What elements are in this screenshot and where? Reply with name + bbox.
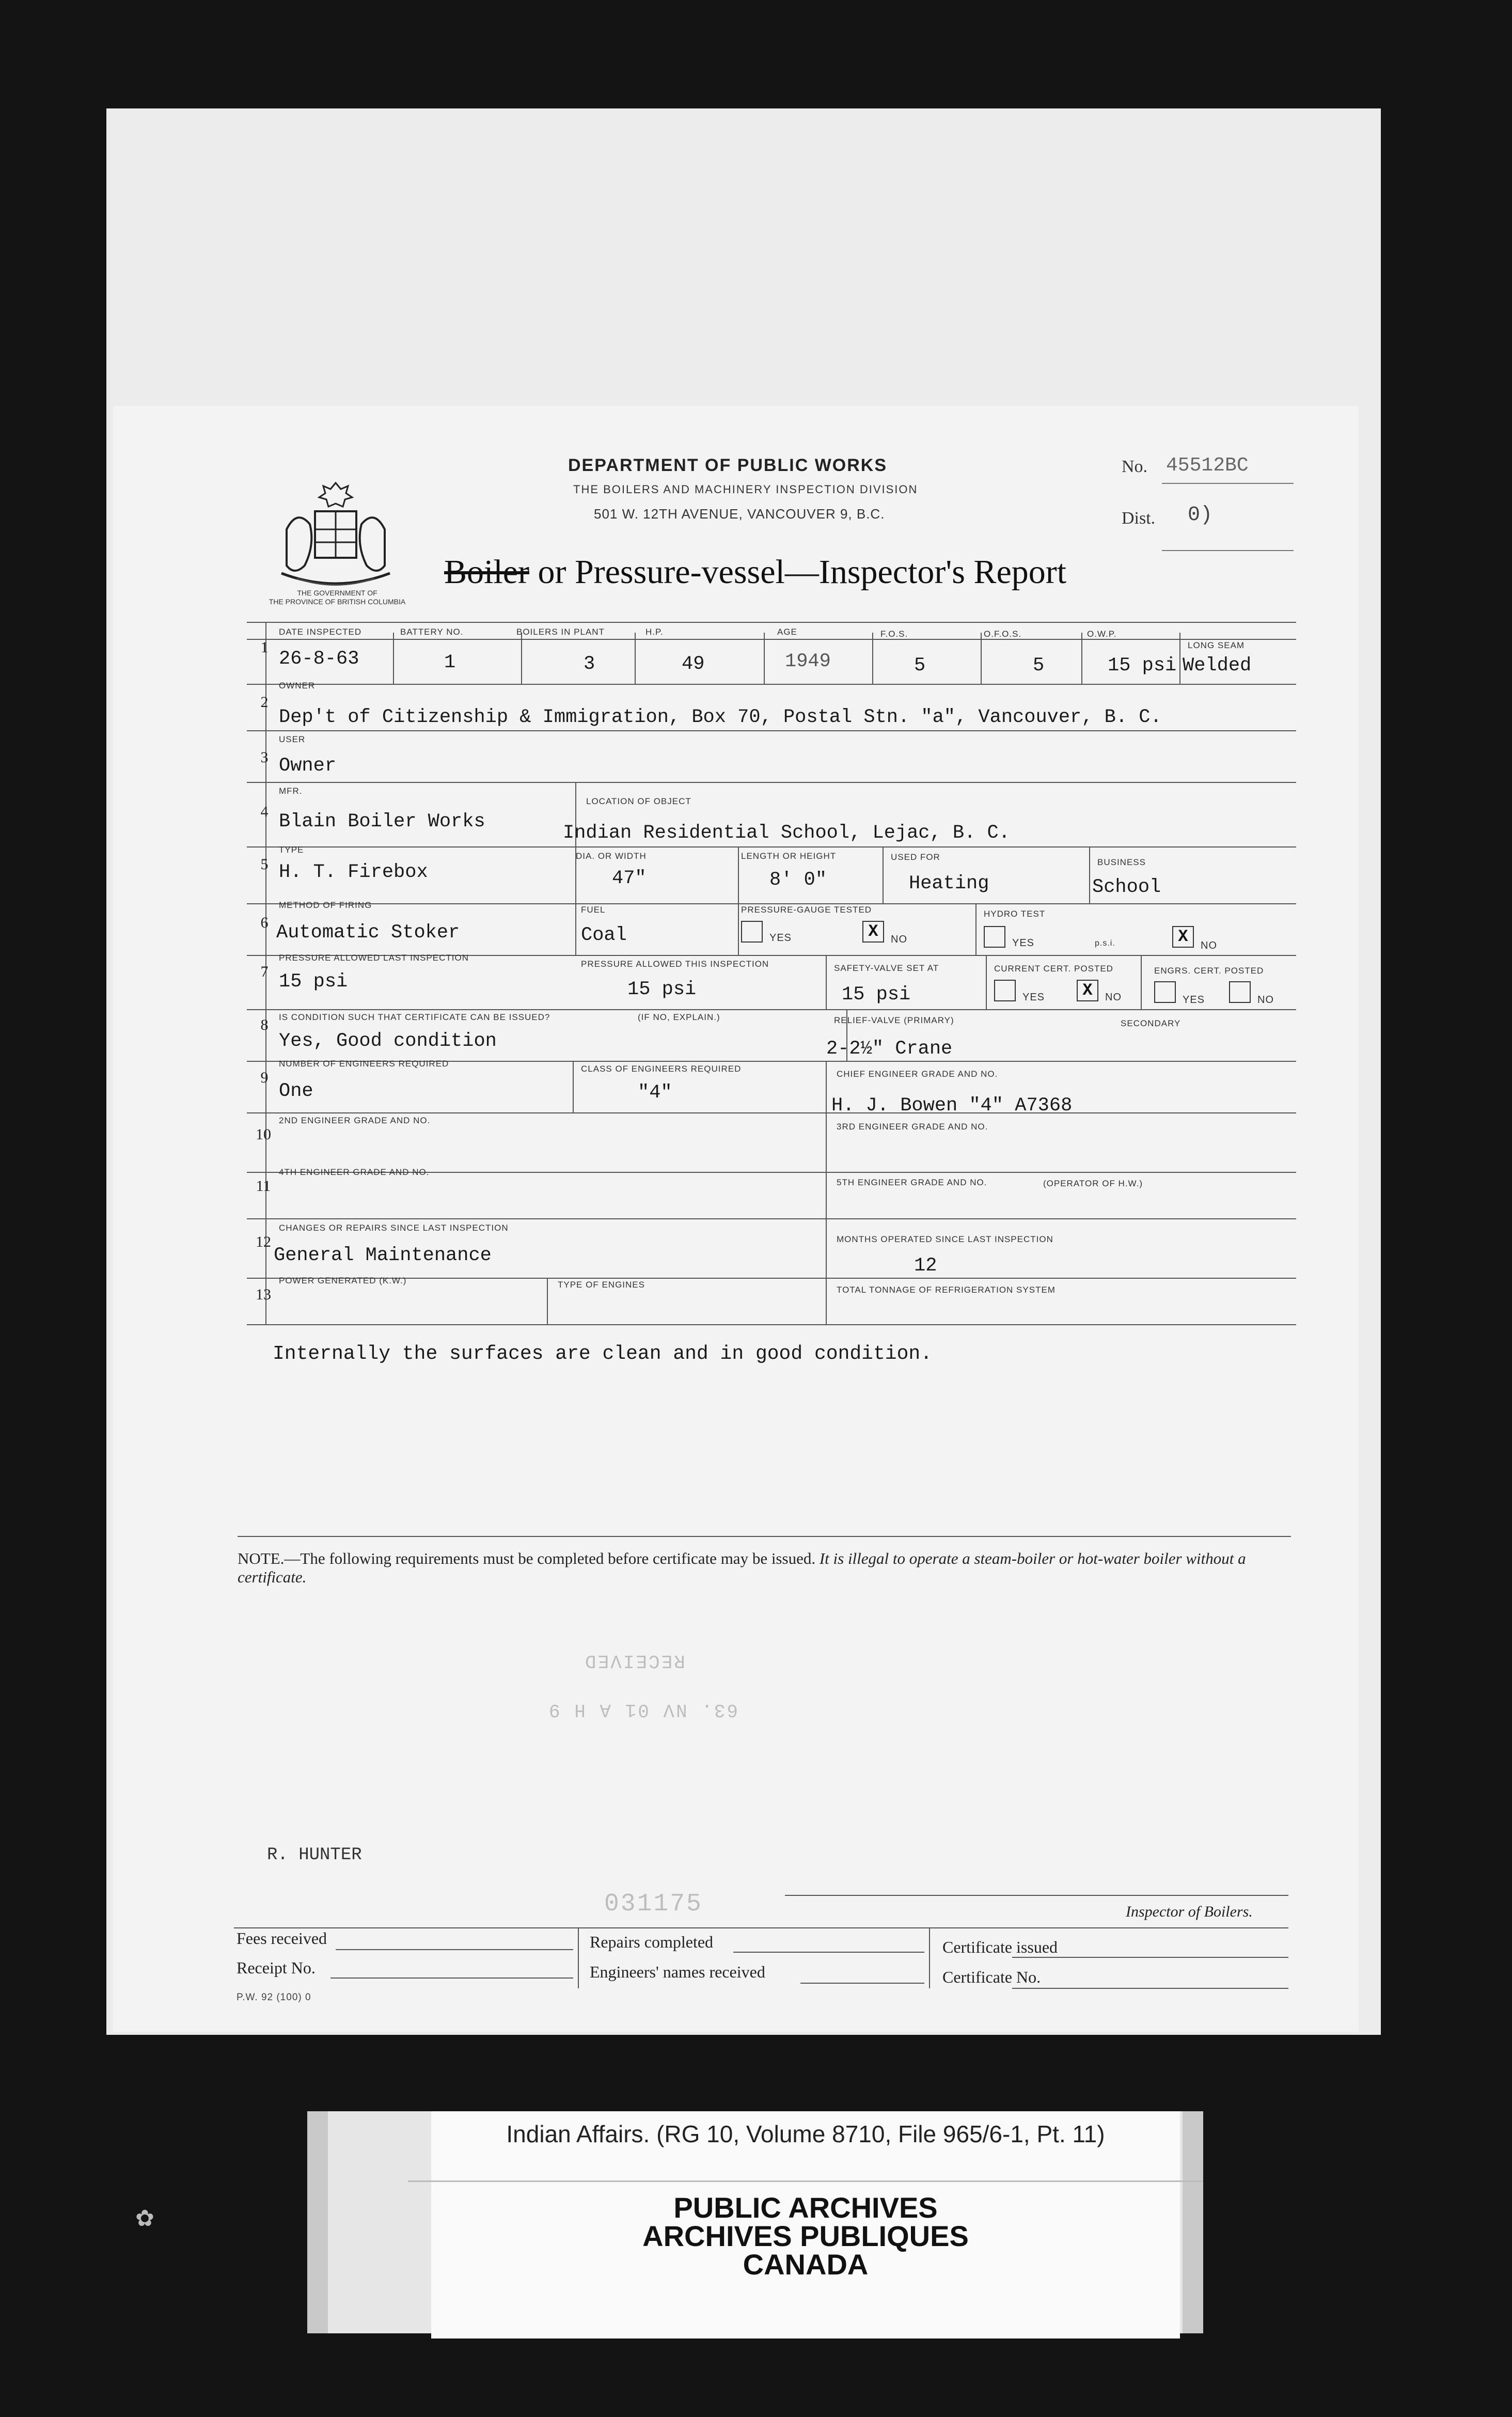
engineers-class-value: "4" [638,1082,672,1104]
user-value: Owner [279,755,337,777]
department-address: 501 W. 12TH AVENUE, VANCOUVER 9, B.C. [594,506,885,522]
used-for-value: Heating [909,873,989,894]
current-cert-label: CURRENT CERT. POSTED [994,964,1113,974]
certificate-no-label: Certificate No. [942,1968,1041,1986]
fos-label: F.O.S. [880,629,908,639]
inspector-name: R. HUNTER [267,1845,362,1865]
engrs-cert-label: ENGRS. CERT. POSTED [1154,966,1264,976]
pressure-this-value: 15 psi [627,979,697,1000]
remarks-text: Internally the surfaces are clean and in good condition. [273,1343,933,1365]
row-number: 12 [256,1233,271,1250]
business-label: BUSINESS [1097,857,1146,867]
hp-label: H.P. [645,627,664,637]
tape-edge-right [1183,2111,1203,2333]
chief-engineer-label: CHIEF ENGINEER GRADE AND NO. [837,1069,998,1079]
third-engineer-label: 3RD ENGINEER GRADE AND NO. [837,1122,988,1132]
cert-no-label: NO [1105,992,1122,1003]
condition-label: IS CONDITION SUCH THAT CERTIFICATE CAN BE ISSUED? [279,1012,550,1022]
safety-valve-label: SAFETY-VALVE SET AT [834,963,939,973]
long-seam-value: Welded [1183,655,1252,677]
business-value: School [1092,876,1161,898]
age-value: 1949 [785,651,831,672]
engrs-yes-checkbox [1154,981,1176,1003]
firing-value: Automatic Stoker [276,922,460,944]
dia-value: 47" [612,868,647,889]
faint-stamp-line1: RECEIVED [584,1650,685,1671]
cert-no-checkbox: X [1077,980,1098,1001]
archive-line-2: ARCHIVES PUBLIQUES [642,2220,969,2252]
used-for-label: USED FOR [891,852,940,862]
length-value: 8' 0" [769,869,827,891]
gauge-tested-label: PRESSURE-GAUGE TESTED [741,905,872,915]
row-number: 11 [256,1178,271,1195]
note-text [238,1549,1296,1587]
row-number: 8 [260,1016,269,1033]
dist-label: Dist. [1122,509,1156,528]
dust-speck-icon: ✿ [135,2205,154,2232]
row-number: 1 [260,639,269,656]
mfr-value: Blain Boiler Works [279,811,485,833]
engineers-names-label: Engineers' names received [590,1963,765,1981]
hydro-yes-checkbox [984,926,1005,948]
engineers-required-value: One [279,1080,313,1102]
form-code: P.W. 92 (100) 0 [237,1992,311,2003]
hydro-no-checkbox: X [1172,926,1194,948]
battery-value: 1 [444,652,456,673]
engineers-required-label: NUMBER OF ENGINEERS REQUIRED [279,1059,449,1069]
firing-label: METHOD OF FIRING [279,900,372,910]
gauge-no-checkbox: X [862,921,884,943]
condition-hint: (IF NO, EXPLAIN.) [638,1012,720,1022]
mfr-label: MFR. [279,786,303,796]
power-generated-label: POWER GENERATED (K.W.) [279,1276,407,1285]
engrs-no-label: NO [1257,994,1274,1006]
ofos-label: O.F.O.S. [984,629,1022,639]
gauge-no-label: NO [891,934,907,945]
battery-label: BATTERY NO. [400,627,464,637]
pressure-this-label: PRESSURE ALLOWED THIS INSPECTION [581,959,769,969]
age-label: AGE [777,627,797,637]
hydro-psi-label: p.s.i. [1095,939,1115,948]
relief-valve-value: 2-2½" Crane [826,1038,953,1060]
engineers-class-label: CLASS OF ENGINEERS REQUIRED [581,1064,742,1074]
owner-value: Dep't of Citizenship & Immigration, Box 70, Postal Stn. "a", Vancouver, B. C. [279,707,1162,728]
report-no-value: 45512BC [1166,454,1249,477]
safety-valve-value: 15 psi [842,984,911,1006]
note-italic: It is illegal to operate a steam-boiler or hot-water boiler without a certificate. [238,1549,1246,1586]
archive-reference: Indian Affairs. (RG 10, Volume 8710, File 965/6-1, Pt. 11) [506,2121,1105,2147]
row-number: 13 [256,1286,271,1303]
gauge-yes-checkbox [741,921,763,943]
months-operated-value: 12 [914,1255,937,1277]
faint-stamp-line2: 63. NV 01 A H 9 [547,1699,738,1720]
cert-yes-label: YES [1022,992,1045,1003]
pressure-last-value: 15 psi [279,971,348,993]
date-value: 26-8-63 [279,648,359,670]
relief-valve-label: RELIEF-VALVE (PRIMARY) [834,1015,954,1025]
hp-value: 49 [682,653,705,675]
engrs-yes-label: YES [1183,994,1205,1006]
boilers-value: 3 [584,653,595,675]
fuel-value: Coal [581,924,627,946]
faint-number: 031175 [604,1890,703,1918]
boilers-label: BOILERS IN PLANT [516,627,605,637]
ofos-value: 5 [1033,655,1045,677]
pressure-last-label: PRESSURE ALLOWED LAST INSPECTION [279,953,469,963]
changes-value: General Maintenance [274,1245,492,1266]
fees-received-label: Fees received [237,1929,327,1948]
receipt-no-label: Receipt No. [237,1958,316,1977]
location-label: LOCATION OF OBJECT [586,796,691,806]
relief-secondary-label: SECONDARY [1121,1018,1181,1028]
owner-label: OWNER [279,681,316,690]
row-number: 6 [260,914,269,931]
note-lead: NOTE.—The following requirements must be completed before certificate may be issued. [238,1549,816,1567]
row-number: 4 [260,803,269,820]
inspector-title: Inspector of Boilers. [1126,1903,1253,1920]
row-number: 9 [260,1069,269,1086]
division-name: THE BOILERS AND MACHINERY INSPECTION DIVISION [573,483,918,496]
fos-value: 5 [914,655,926,677]
row-number: 7 [260,963,269,980]
archive-divider [408,2180,1203,2182]
row-number: 2 [260,694,269,711]
second-engineer-label: 2ND ENGINEER GRADE AND NO. [279,1116,431,1125]
repairs-completed-label: Repairs completed [590,1933,714,1951]
operator-label: (OPERATOR OF H.W.) [1043,1179,1143,1188]
row-number: 10 [256,1126,271,1143]
crest-caption: THE GOVERNMENT OF THE PROVINCE OF BRITISH COLUMBIA [269,589,406,606]
date-label: DATE INSPECTED [279,627,362,637]
certificate-issued-label: Certificate issued [942,1938,1058,1956]
type-of-engines-label: TYPE OF ENGINES [558,1280,645,1290]
months-operated-label: MONTHS OPERATED SINCE LAST INSPECTION [837,1234,1053,1244]
dist-value: 0) [1188,504,1213,527]
owp-value: 15 psi [1108,655,1177,677]
long-seam-label: LONG SEAM [1188,640,1245,650]
tonnage-label: TOTAL TONNAGE OF REFRIGERATION SYSTEM [837,1285,1056,1295]
dia-label: DIA. OR WIDTH [576,851,647,861]
fuel-label: FUEL [581,905,606,915]
report-title-struck: Boiler [444,553,529,591]
type-label: TYPE [279,845,304,855]
user-label: USER [279,734,306,744]
fourth-engineer-label: 4TH ENGINEER GRADE AND NO. [279,1167,430,1177]
report-no-label: No. [1122,457,1148,476]
archive-line-3: CANADA [743,2248,869,2281]
row-number: 5 [260,856,269,873]
engrs-no-checkbox [1229,981,1251,1003]
cert-yes-checkbox [994,980,1016,1001]
gauge-yes-label: YES [769,932,792,944]
chief-engineer-value: H. J. Bowen "4" A7368 [831,1095,1073,1117]
tape-edge-left [307,2111,328,2333]
archive-line-1: PUBLIC ARCHIVES [673,2191,938,2224]
report-title-rest: or Pressure-vessel—Inspector's Report [529,553,1067,591]
row-number: 3 [260,749,269,766]
department-title: DEPARTMENT OF PUBLIC WORKS [568,456,888,475]
location-value: Indian Residential School, Lejac, B. C. [563,822,1010,844]
condition-value: Yes, Good condition [279,1030,497,1052]
type-value: H. T. Firebox [279,861,428,883]
fifth-engineer-label: 5TH ENGINEER GRADE AND NO. [837,1178,987,1187]
changes-label: CHANGES OR REPAIRS SINCE LAST INSPECTION [279,1223,509,1233]
hydro-yes-label: YES [1012,937,1035,949]
owp-label: O.W.P. [1087,629,1117,639]
length-label: LENGTH OR HEIGHT [741,851,837,861]
hydro-no-label: NO [1201,940,1217,951]
hydro-test-label: HYDRO TEST [984,909,1046,919]
